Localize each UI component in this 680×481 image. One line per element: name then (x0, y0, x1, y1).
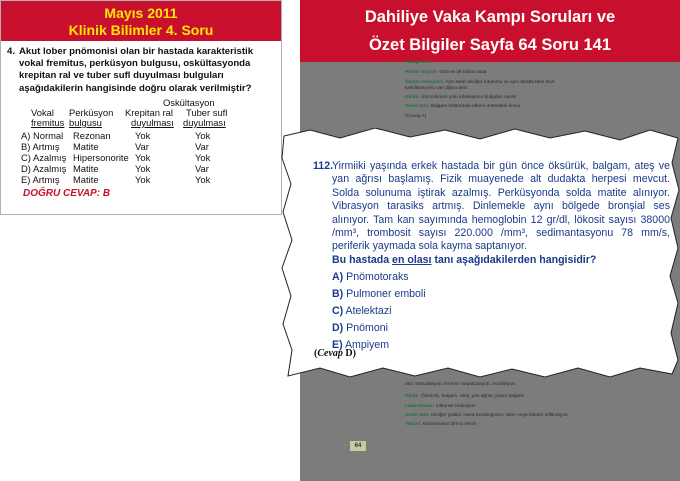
option-a-perkusyon: Rezonan (73, 130, 111, 141)
page-number: 64 (350, 441, 366, 451)
option-c-tuber: Yok (195, 152, 211, 163)
option-b-label: B) Artmış (21, 141, 60, 152)
left-header-banner (1, 1, 281, 41)
right-header-title: Dahiliye Vaka Kampı Soruları ve (364, 8, 616, 26)
col-krepitan-header-2: duyulması (131, 117, 174, 128)
option-e-label: E) Artmış (21, 174, 60, 185)
popup-option-c: C) Atelektazi (332, 305, 392, 317)
left-question-text: Akut lober pnömonisi olan bir hastada karakteristik vokal fremitus, perküsyon bulgusu, oskültasyonda krepitan ral ve tuber sufl duyulması bulguları aşağıdakilerin hangisinde doğru olarak verilmiştir? (19, 46, 254, 94)
option-b-krepitan: Var (135, 141, 149, 152)
bg-text-line: Kesin tanı: Balgam kültüründe etkeni üretmekle konur (405, 104, 521, 109)
bg-text-line: Patogenez: (405, 60, 431, 65)
question-popup (280, 128, 680, 378)
option-c-krepitan: Yok (135, 152, 151, 163)
left-question-number: 4. (7, 46, 16, 57)
bg-text-line: Primer lezyon: Orta ve alt lobları tutar (405, 70, 487, 75)
option-c-label: C) Azalmış (21, 152, 67, 163)
right-header-banner (300, 0, 680, 62)
popup-answer: (Cevap D) (314, 348, 356, 359)
popup-option-e: E) Ampiyem (332, 339, 390, 351)
bg-text-line: Ölçüm sonuçları: Aynı taraf akciğer tutulumu ve aynı tarafta tanıl bezi (405, 80, 555, 85)
left-question (7, 46, 277, 95)
option-e-krepitan: Yok (135, 174, 151, 185)
correct-answer: DOĞRU CEVAP: B (23, 188, 111, 199)
popup-option-a: A) Pnömotoraks (332, 271, 409, 283)
option-a-label: A) Normal (21, 130, 64, 141)
option-d-perkusyon: Matite (73, 163, 99, 174)
left-header-subject: Klinik Bilimler 4. Soru (68, 22, 214, 38)
bg-text-line: Klinik: Üst solunum yolu infeksiyonu bulguları vardır (405, 95, 517, 100)
col-tuber-header: Tuber sufl (186, 107, 228, 118)
bg-text-line: Klinik: Öksürük, balgam, ateş, yan ağrısı, pasın balgam (405, 394, 525, 399)
option-d-krepitan: Yok (135, 163, 151, 174)
col-vokal-header-2: fremitus (31, 117, 65, 128)
right-header-subtitle: Özet Bilgiler Sayfa 64 Soru 141 (368, 36, 612, 54)
col-perkusyon-header: Perküsyon (69, 107, 114, 118)
popup-question-number: 112. (313, 160, 334, 172)
bg-text-line: olur. Eksudasyon, lenmon hepatizasyon, rezolüsyon (405, 382, 516, 387)
col-vokal-header: Vokal (31, 107, 54, 118)
popup-question-text: Yirmiiki yaşında erkek hastada bir gün önce öksürük, balgam, ateş ve yan ağrısı başlamış. Fizik muayenede alt dudakta herpesi mevcut. Solda solunuma iştirak azalmış. Perküsyonda solda matite alınıyor. Vibrasyon tarasiks artmış. Dinlemekle aynı bölgede bronşial ses alınıyor. Tam kan sayımında hemoglobin 12 gr/dl, lökosit sayısı 38000 /mm³, trombosit sayısı 220.000 /mm³, sedimantasyonu 78 mm/s, periferik yaymada sola kayma saptanıyor. (332, 160, 670, 253)
bg-text-line: Laboratuvar: Lökonsit reaksiyon (405, 404, 476, 409)
col-perkusyon-header-2: bulgusu (69, 117, 102, 128)
option-a-tuber: Yok (195, 130, 211, 141)
popup-option-d: D) Pnömoni (332, 322, 388, 334)
col-krepitan-header: Krepitan ral (125, 107, 173, 118)
bg-text-line: kalsifikasyonu vari diğna deni (405, 86, 468, 91)
option-a-krepitan: Yok (135, 130, 151, 141)
bg-text-line: Tedavi: Klaritromisin birinci tercih (405, 422, 477, 427)
option-b-perkusyon: Matite (73, 141, 99, 152)
left-question-card (0, 0, 282, 215)
option-d-label: D) Azalmış (21, 163, 67, 174)
left-header-date: Mayıs 2011 (104, 5, 178, 21)
col-tuber-header-2: duyulması (183, 117, 226, 128)
bg-text-line: Kesin tanı: Akciğer grafisi: Hava bronkogramı, lober veya lobüler infiltrasyon (405, 413, 568, 418)
option-d-tuber: Var (195, 163, 209, 174)
bg-text-line: (Cevap A) (405, 114, 427, 119)
table-group-header: Oskültasyon (163, 97, 215, 108)
option-e-perkusyon: Matite (73, 174, 99, 185)
option-e-tuber: Yok (195, 174, 211, 185)
popup-ask: Bu hastada en olası tanı aşağıdakilerden hangisidir? (332, 254, 597, 266)
option-b-tuber: Var (195, 141, 209, 152)
option-c-perkusyon: Hipersonorite (73, 152, 129, 163)
popup-option-b: B) Pulmoner emboli (332, 288, 426, 300)
